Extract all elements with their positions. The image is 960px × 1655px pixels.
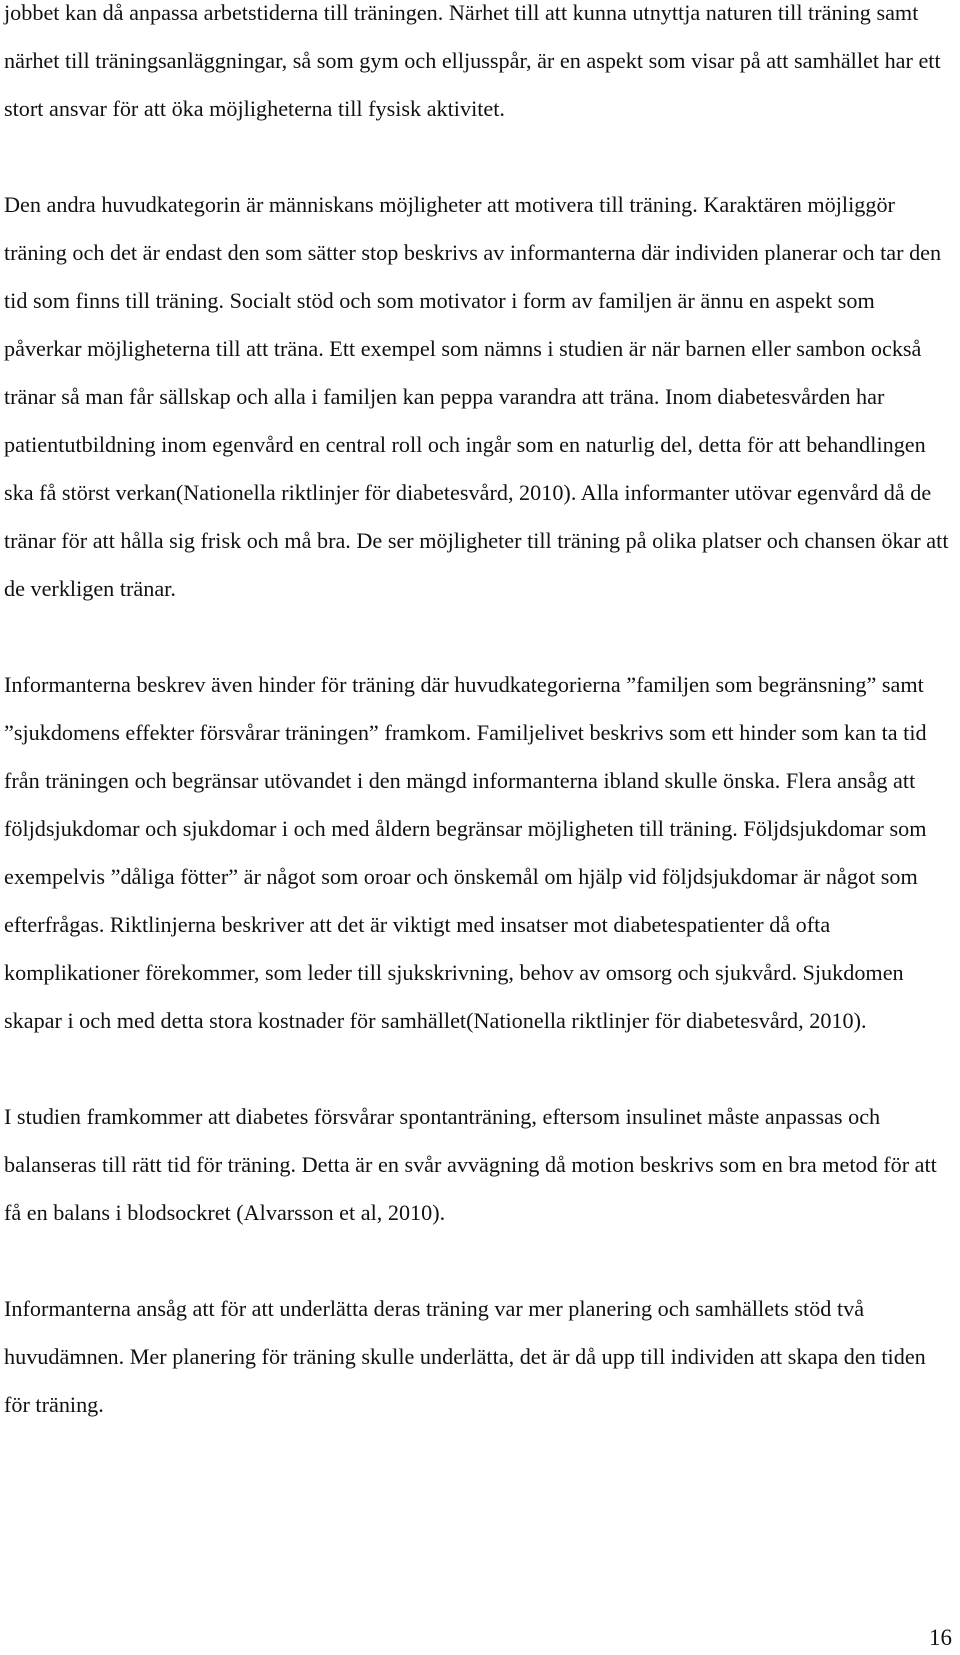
page-number: 16 (929, 1625, 952, 1650)
body-text (4, 0, 956, 1429)
paragraph-2: Den andra huvudkategorin är människans möjligheter att motivera till träning. Karaktären möjliggör träning och det är endast den som sätter stop beskrivs av informanterna där individen planerar och tar den tid som finns till träning. Socialt stöd och som motivator i form av familjen är ännu en aspekt som påverkar möjligheterna till att träna. Ett exempel som nämns i studien är när barnen eller sambon också tränar så man får sällskap och alla i familjen kan peppa varandra att träna. Inom diabetesvården har patientutbildning inom egenvård en central roll och ingår som en naturlig del, detta för att behandlingen ska få störst verkan(Nationella riktlinjer för diabetesvård, 2010). Alla informanter utövar egenvård då de tränar för att hålla sig frisk och må bra. De ser möjligheter till träning på olika platser och chansen ökar att de verkligen tränar. (4, 192, 949, 601)
paragraph-4: I studien framkommer att diabetes försvårar spontanträning, eftersom insulinet måste anpassas och balanseras till rätt tid för träning. Detta är en svår avvägning då motion beskrivs som en bra metod för att få en balans i blodsockret (Alvarsson et al, 2010). (4, 1104, 937, 1225)
paragraph-1: jobbet kan då anpassa arbetstiderna till träningen. Närhet till att kunna utnyttja naturen till träning samt närhet till träningsanläggningar, så som gym och elljusspår, är en aspekt som visar på att samhället har ett stort ansvar för att öka möjligheterna till fysisk aktivitet. (4, 0, 941, 121)
paragraph-5: Informanterna ansåg att för att underlätta deras träning var mer planering och samhällets stöd två huvudämnen. Mer planering för träning skulle underlätta, det är då upp till individen att skapa den tiden för träning. (4, 1296, 926, 1417)
paragraph-3: Informanterna beskrev även hinder för träning där huvudkategorierna ”familjen som begränsning” samt ”sjukdomens effekter försvårar träningen” framkom. Familjelivet beskrivs som ett hinder som kan ta tid från träningen och begränsar utövandet i den mängd informanterna ibland skulle önska. Flera ansåg att följdsjukdomar och sjukdomar i och med åldern begränsar möjligheten till träning. Följdsjukdomar som exempelvis ”dåliga fötter” är något som oroar och önskemål om hjälp vid följdsjukdomar är något som efterfrågas. Riktlinjerna beskriver att det är viktigt med insatser mot diabetespatienter då ofta komplikationer förekommer, som leder till sjukskrivning, behov av omsorg och sjukvård. Sjukdomen skapar i och med detta stora kostnader för samhället(Nationella riktlinjer för diabetesvård, 2010). (4, 672, 927, 1033)
